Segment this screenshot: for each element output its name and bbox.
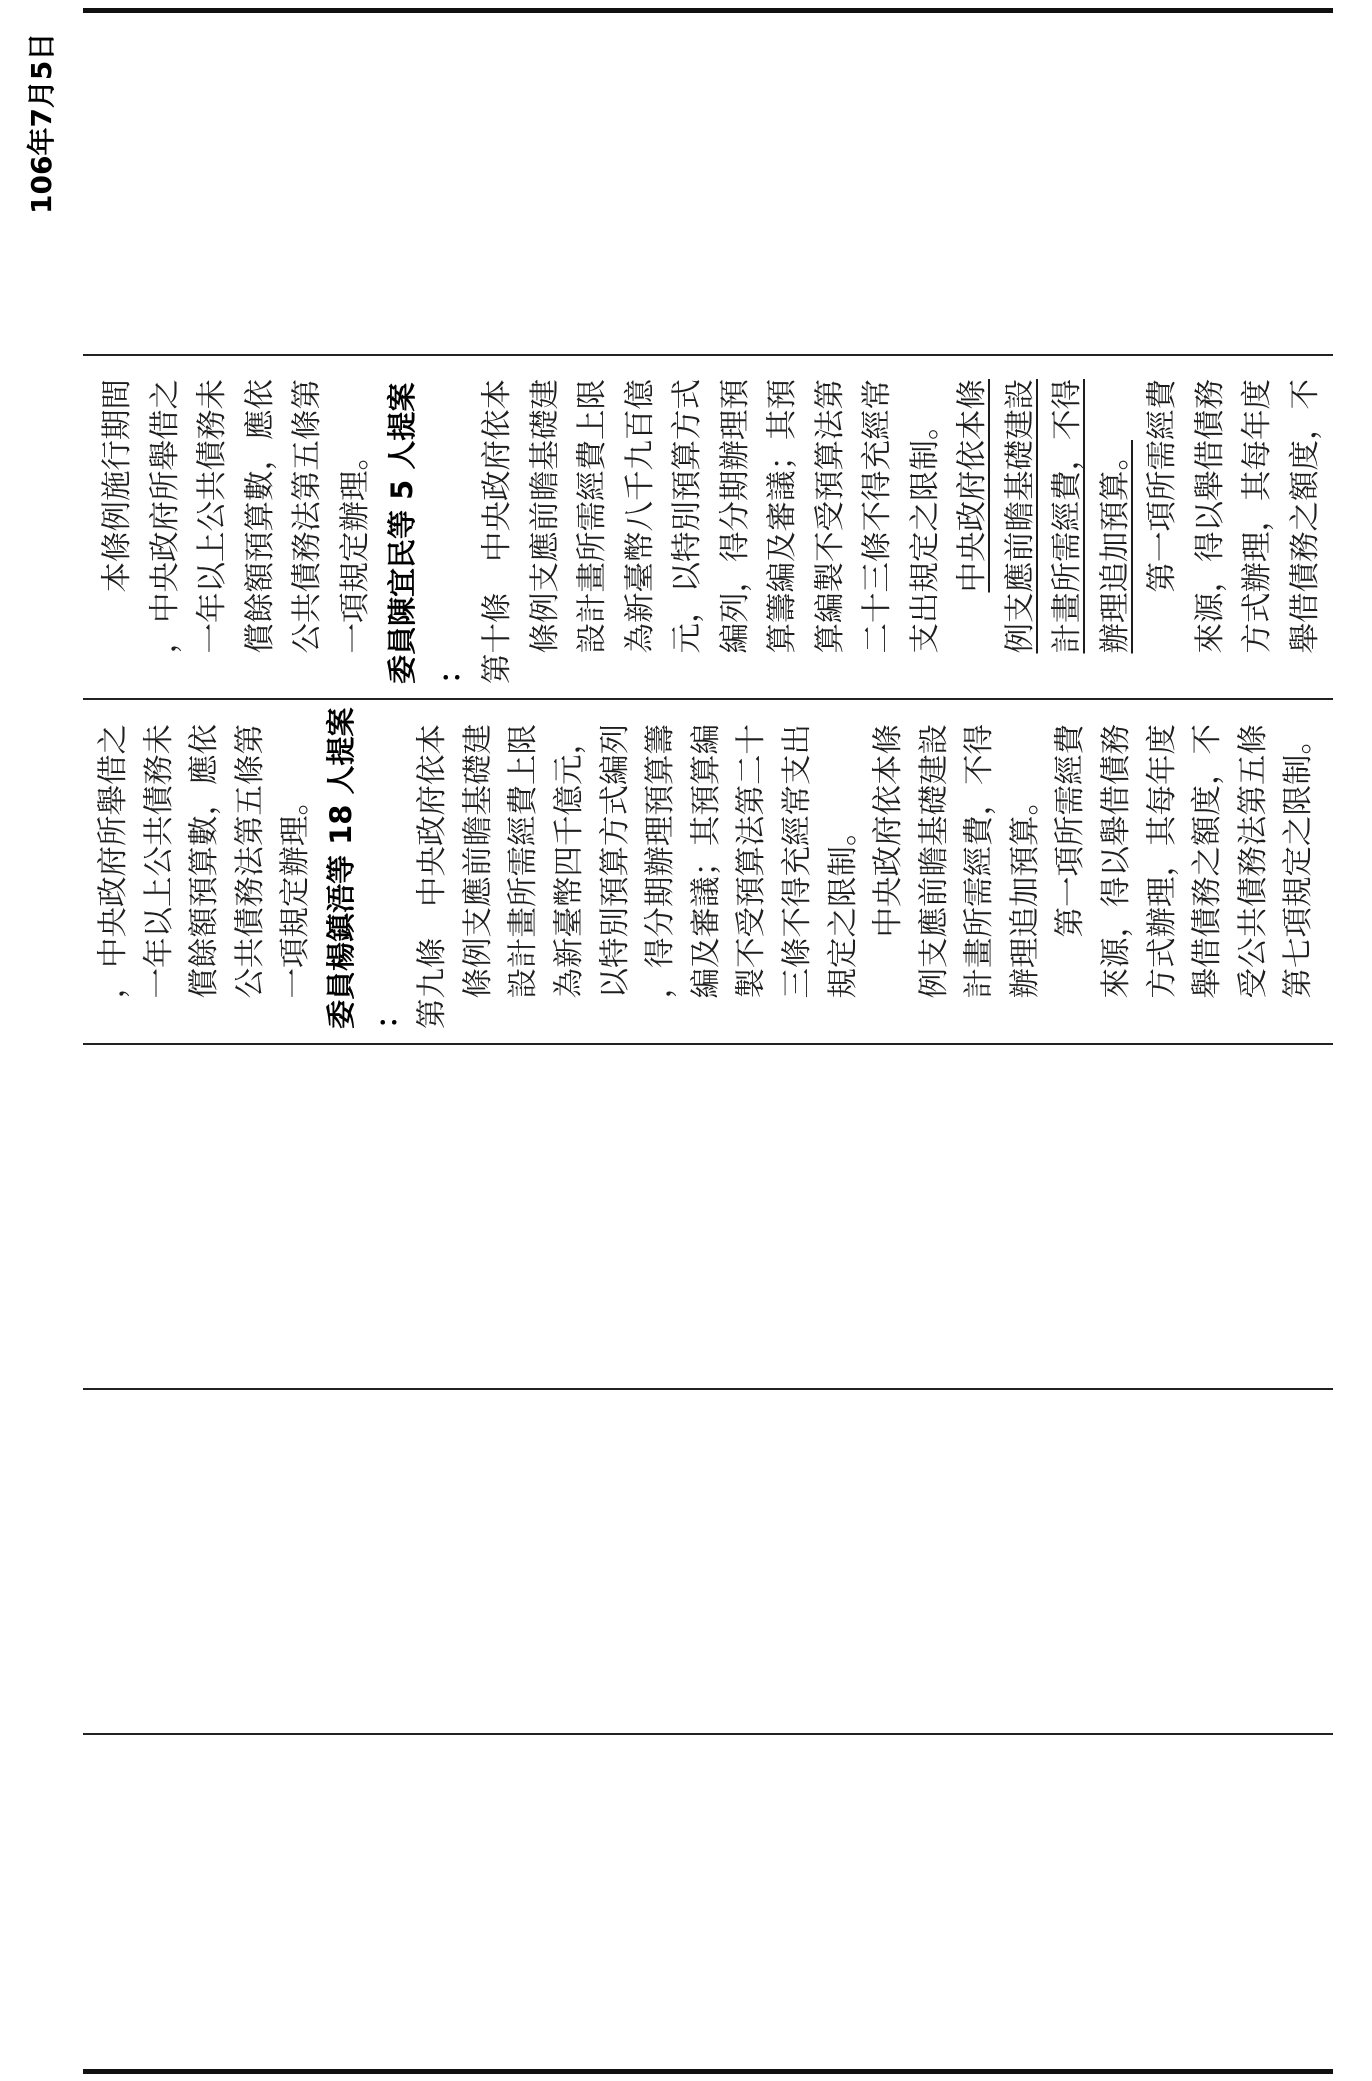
text-line: 償餘額預算數，應依 bbox=[242, 379, 278, 654]
text-line: 來源，得以舉借債務 bbox=[1099, 724, 1135, 999]
article-heading-line: 第十條 中央政府依本 bbox=[480, 379, 515, 684]
table-bottom-border bbox=[83, 2069, 1333, 2074]
proposal-heading: 委員陳宜民等 5 人提案 bbox=[385, 382, 419, 684]
text-line: 第七項規定之限制。 bbox=[1281, 724, 1317, 999]
text-line: 算編製不受預算法第 bbox=[812, 379, 848, 654]
text-line: 本條例施行期間 bbox=[100, 379, 135, 593]
proposal-heading-colon: ： bbox=[432, 654, 467, 684]
text-line: 辦理追加預算。 bbox=[1007, 785, 1043, 999]
proposal-heading-colon: ： bbox=[369, 999, 404, 1029]
text-line: 算籌編及審議；其預 bbox=[765, 379, 800, 654]
underlined-text: 計畫所需經費，不得 bbox=[1050, 379, 1085, 654]
text-line: 設計畫所需經費上限 bbox=[506, 724, 542, 999]
text-line: 元，以特別預算方式 bbox=[670, 379, 705, 654]
text-line: 編及審議；其預算編 bbox=[688, 724, 724, 999]
text-line: ，中央政府所舉借之 bbox=[147, 379, 183, 654]
text-line: 一年以上公共債務未 bbox=[141, 724, 177, 999]
text-line: 第一項所需經費 bbox=[1053, 724, 1089, 938]
text-line: 為新臺幣四千億元， bbox=[551, 724, 587, 999]
table-cell-1 bbox=[83, 13, 1333, 354]
text-line: ，中央政府所舉借之 bbox=[96, 724, 131, 999]
table-cell-6 bbox=[83, 1735, 1333, 2069]
text-line: 中央政府依本條 bbox=[871, 724, 907, 938]
table-cell-3 bbox=[91, 700, 1323, 1043]
underlined-text: 辦理追加預算。 bbox=[1097, 440, 1133, 654]
text-line: 製不受預算法第二十 bbox=[734, 724, 770, 999]
text-line: 條例支應前瞻基礎建 bbox=[527, 379, 563, 654]
text-line: 條例支應前瞻基礎建 bbox=[460, 724, 496, 999]
text-line: 方式辦理，其每年度 bbox=[1144, 724, 1180, 999]
text-line: 設計畫所需經費上限 bbox=[575, 379, 610, 654]
text-line: 一年以上公共債務未 bbox=[195, 379, 230, 654]
text-line: 規定之限制。 bbox=[825, 815, 861, 999]
table-cell-5 bbox=[83, 1390, 1333, 1733]
text-line: 來源，得以舉借債務 bbox=[1192, 379, 1228, 654]
text-line: 一項規定辦理。 bbox=[278, 785, 314, 999]
proposal-heading: 委員楊鎮浯等 18 人提案 bbox=[323, 707, 358, 1029]
underlined-text-line bbox=[1044, 356, 1092, 684]
text-line: 為新臺幣八千九百億 bbox=[622, 379, 658, 654]
text-line: 舉借債務之額度，不 bbox=[1190, 724, 1226, 999]
text-line: 三條不得充經常支出 bbox=[779, 724, 815, 999]
text-line: ，得分期辦理預算籌 bbox=[643, 724, 679, 999]
text-line: 例支應前瞻基礎建設 bbox=[916, 724, 952, 999]
underlined-text: 例支應前瞻基礎建設 bbox=[1002, 379, 1038, 654]
text-line: 以特別預算方式編列 bbox=[597, 724, 633, 999]
text-line: 舉借債務之額度，不 bbox=[1287, 379, 1323, 654]
text-line: 計畫所需經費，不得 bbox=[962, 724, 998, 999]
underlined-text-line bbox=[1092, 356, 1140, 684]
text-line: 支出規定之限制。 bbox=[907, 409, 943, 654]
text-line: 受公共債務法第五條 bbox=[1235, 724, 1271, 999]
text-line: 第一項所需經費 bbox=[1145, 379, 1180, 593]
text-line: 二十三條不得充經常 bbox=[860, 379, 895, 654]
page-date: 106年7月5日 bbox=[25, 32, 58, 214]
text-line: 編列，得分期辦理預 bbox=[717, 379, 753, 654]
underlined-text-line bbox=[997, 356, 1045, 684]
article-heading-line: 第九條 中央政府依本 bbox=[415, 724, 451, 1029]
text-line: 償餘額預算數，應依 bbox=[187, 724, 223, 999]
text-line: 公共債務法第五條第 bbox=[232, 724, 268, 999]
table-cell-2 bbox=[94, 356, 1329, 698]
text-line: 一項規定辦理。 bbox=[337, 440, 373, 654]
text-line: 公共債務法第五條第 bbox=[290, 379, 325, 654]
underlined-text-line bbox=[949, 356, 997, 684]
table-cell-4 bbox=[83, 1045, 1333, 1388]
text-line: 方式辦理，其每年度 bbox=[1240, 379, 1275, 654]
underlined-text: 中央政府依本條 bbox=[955, 379, 990, 593]
